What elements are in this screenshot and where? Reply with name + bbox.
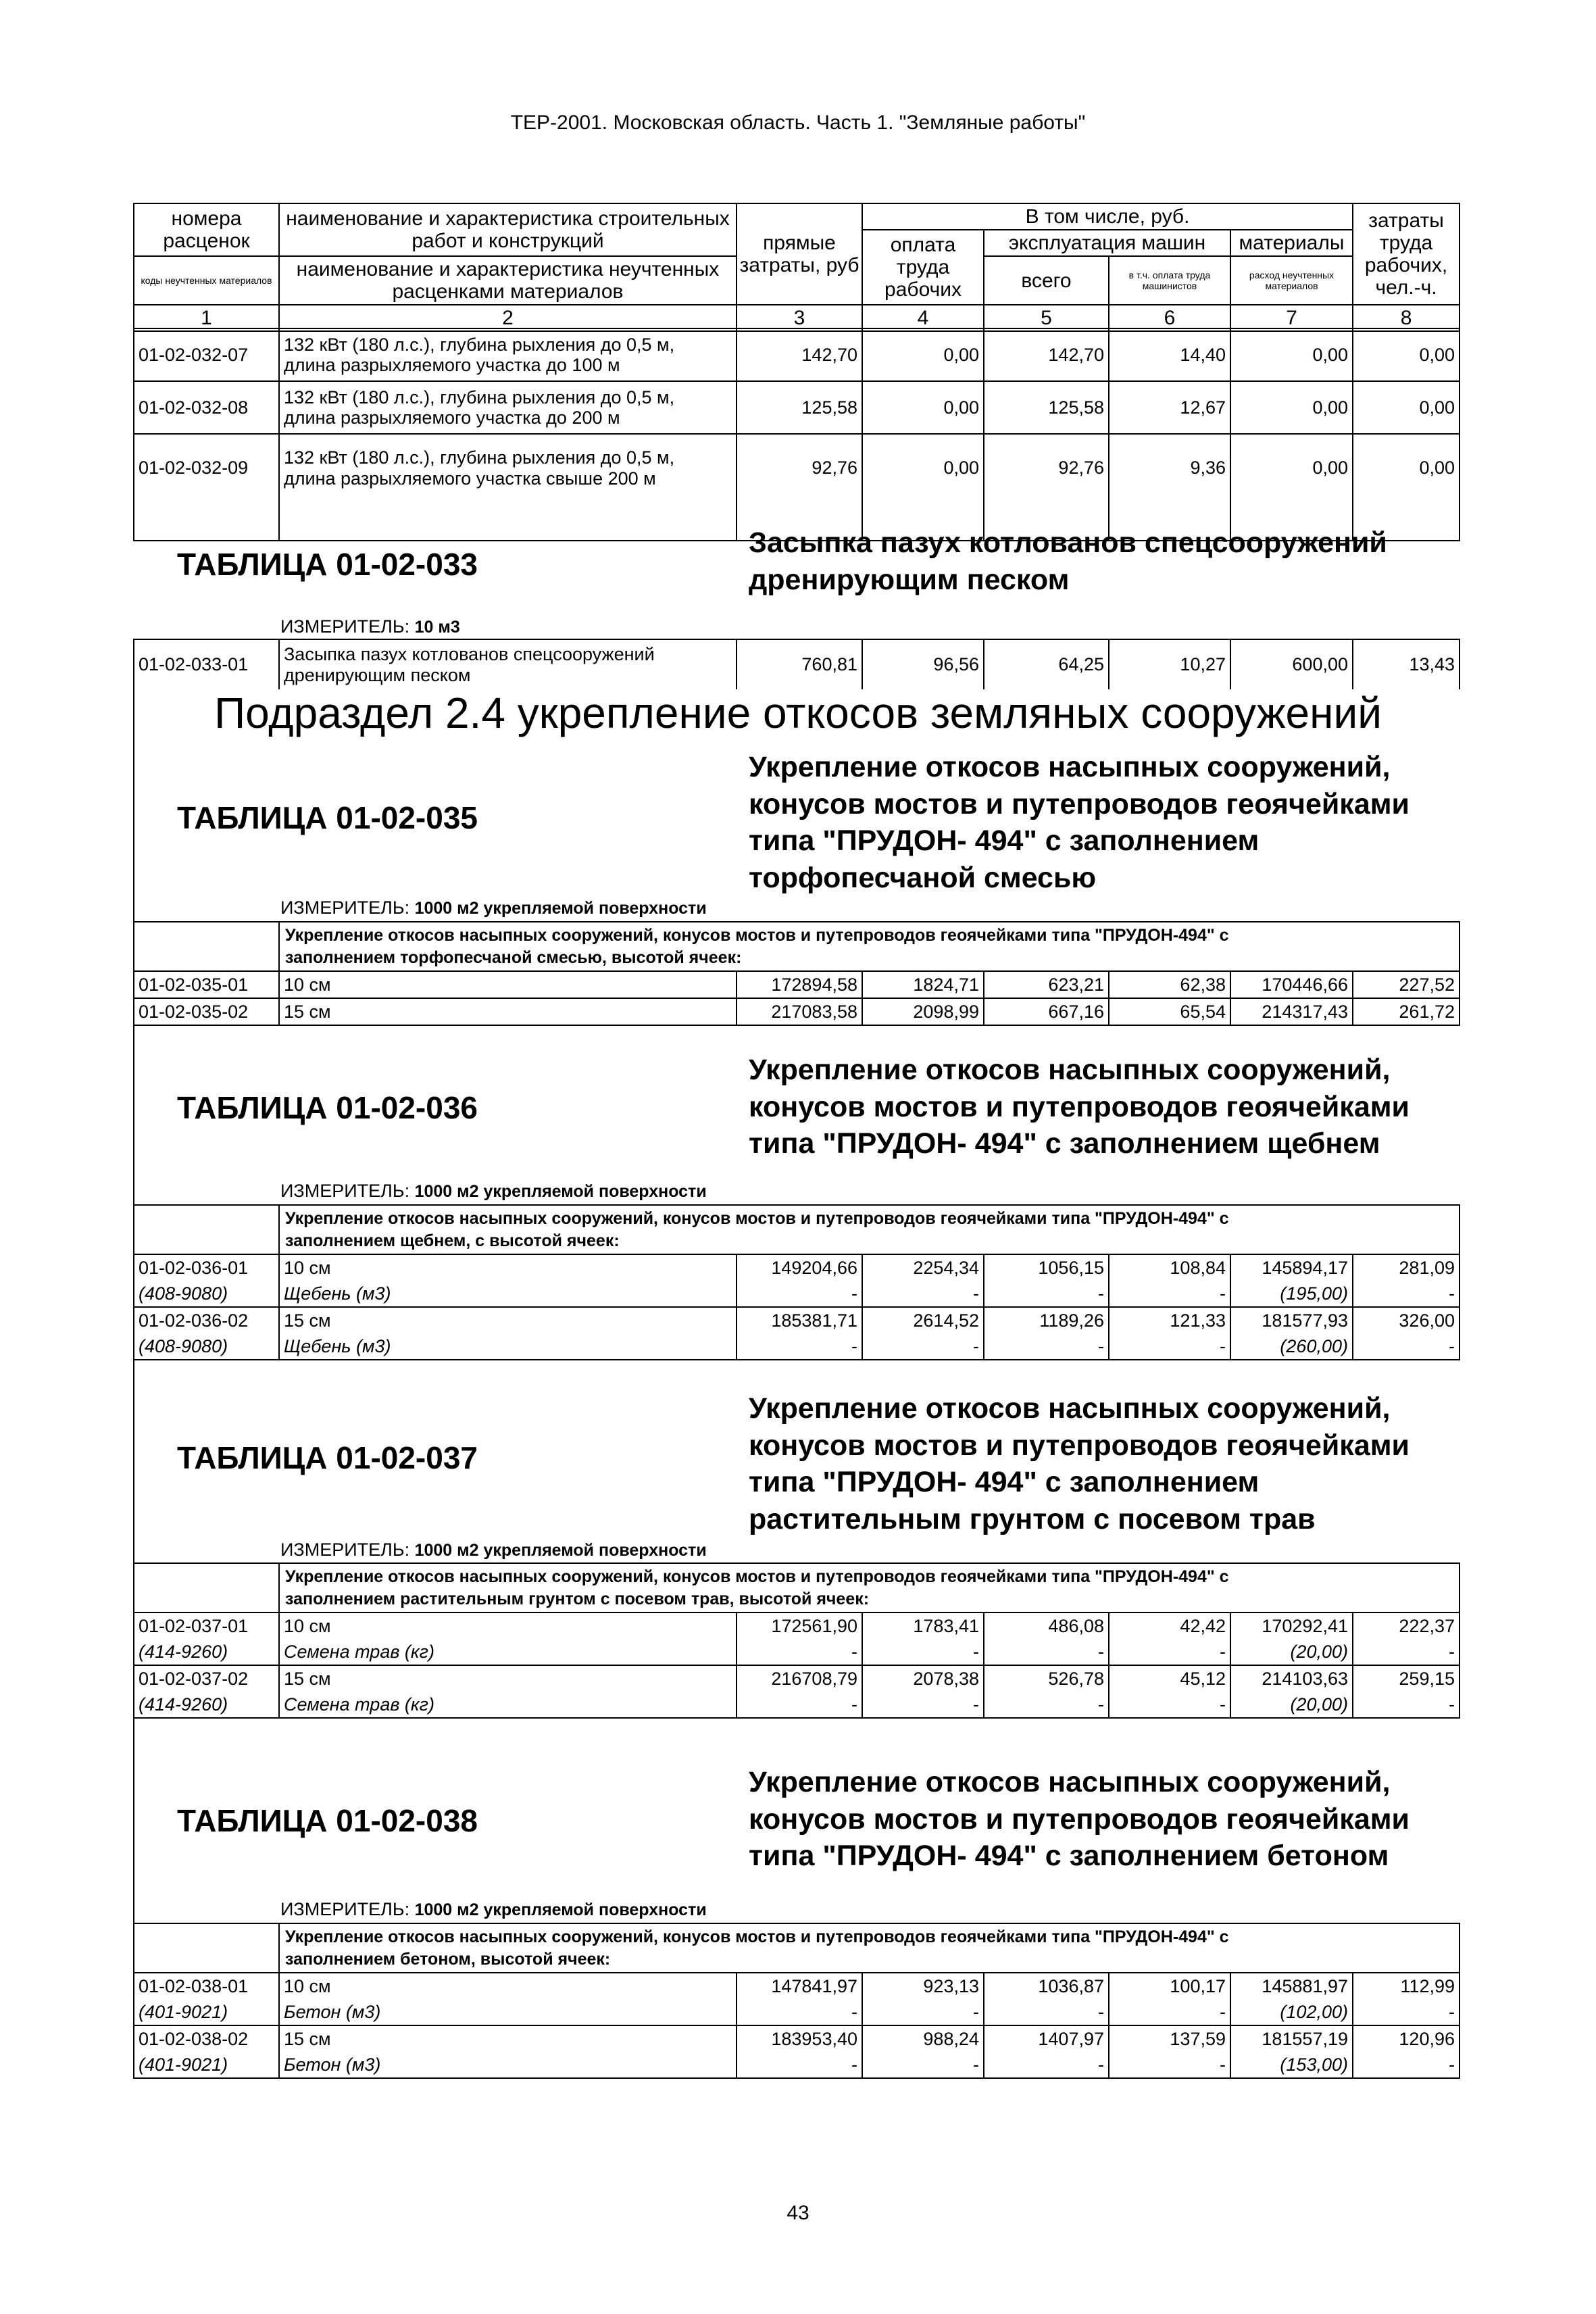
cell-value: -	[984, 1999, 1109, 2025]
cell-value: (102,00)	[1230, 1999, 1353, 2025]
cell-value: 214317,43	[1230, 998, 1353, 1025]
col-num: 3	[737, 305, 862, 331]
cell-value: 120,96	[1353, 2025, 1460, 2052]
material-code: (401-9021)	[134, 1999, 279, 2025]
cell-value: -	[862, 1281, 984, 1307]
cell-value: 9,36	[1109, 434, 1230, 501]
cell-value: 137,59	[1109, 2025, 1230, 2052]
cell-value: -	[737, 1999, 862, 2025]
table-description-row	[134, 1923, 1460, 1973]
row-name-line: дренирующим песком	[284, 664, 471, 685]
cell-value: 2078,38	[862, 1665, 984, 1692]
table-row	[134, 1665, 1460, 1692]
cell-value: 149204,66	[737, 1254, 862, 1281]
row-name: 10 см	[279, 971, 737, 998]
cell-value: 96,56	[862, 639, 984, 689]
header-name-top: наименование и характеристика строительных работ и конструкций	[279, 203, 737, 256]
caption-line: торфопесчаной смесью	[749, 861, 1097, 894]
material-row	[134, 1692, 1460, 1718]
cell-value: 0,00	[1353, 381, 1460, 434]
caption-line: Укрепление откосов насыпных сооружений,	[749, 1054, 1391, 1086]
meter-label: ИЗМЕРИТЕЛЬ:	[280, 1540, 410, 1560]
meter-value: 1000 м2 укрепляемой поверхности	[414, 899, 707, 918]
cell-value: 181577,93	[1230, 1307, 1353, 1333]
caption-line: Засыпка пазух котлованов спецсооружений	[749, 526, 1387, 559]
meter-label: ИЗМЕРИТЕЛЬ:	[280, 897, 410, 918]
page-header: ТЕР-2001. Московская область. Часть 1. "Земляные работы"	[510, 112, 1086, 134]
caption-line: конусов мостов и путепроводов геоячейками	[749, 1090, 1410, 1123]
cell-value: 125,58	[737, 381, 862, 434]
cell-value: 600,00	[1230, 639, 1353, 689]
header-machines-total: всего	[984, 256, 1109, 305]
row-code: 01-02-032-07	[134, 328, 279, 381]
cell-value: -	[1109, 2052, 1230, 2078]
cell-value: -	[984, 1639, 1109, 1665]
table-description-row	[134, 922, 1460, 971]
cell-value: 667,16	[984, 998, 1109, 1025]
material-code: (414-9260)	[134, 1692, 279, 1718]
cell-value: -	[1109, 1639, 1230, 1665]
cell-value: 1783,41	[862, 1613, 984, 1639]
description-line: Укрепление откосов насыпных сооружений, конусов мостов и путепроводов геоячейками типа "ПРУДОН-494" с	[285, 926, 1229, 945]
cell-value: 92,76	[984, 434, 1109, 501]
cell-value: -	[862, 1999, 984, 2025]
header-incl: В том числе, руб.	[862, 203, 1353, 230]
table-row	[134, 1254, 1460, 1281]
header-direct-costs: прямые затраты, руб	[737, 203, 862, 305]
cell-value: -	[1109, 1999, 1230, 2025]
cell-value: 10,27	[1109, 639, 1230, 689]
cell-value: 145894,17	[1230, 1254, 1353, 1281]
table-038-caption	[749, 1764, 1410, 1875]
caption-line: конусов мостов и путепроводов геоячейками	[749, 1429, 1410, 1462]
table-row	[134, 998, 1460, 1025]
table-row	[134, 639, 1460, 689]
top-rows-table	[133, 328, 1460, 541]
table-037-caption	[749, 1390, 1410, 1537]
row-code: 01-02-032-08	[134, 381, 279, 434]
desc-code-cell	[134, 1205, 279, 1254]
cell-value: 623,21	[984, 971, 1109, 998]
row-code: 01-02-033-01	[134, 639, 279, 689]
cell-value: 2098,99	[862, 998, 984, 1025]
cell-value: 326,00	[1353, 1307, 1460, 1333]
row-code: 01-02-035-02	[134, 998, 279, 1025]
cell-value: -	[1109, 1333, 1230, 1360]
cell-value: 0,00	[862, 328, 984, 381]
table-038-title: ТАБЛИЦА 01-02-038	[177, 1803, 478, 1838]
cell-value: 170292,41	[1230, 1613, 1353, 1639]
cell-value: 923,13	[862, 1973, 984, 1999]
header-materials: материалы	[1230, 230, 1353, 256]
cell-value: -	[737, 1333, 862, 1360]
table-036-title: ТАБЛИЦА 01-02-036	[177, 1090, 478, 1125]
cell-value: 108,84	[1109, 1254, 1230, 1281]
cell-value: 0,00	[1230, 328, 1353, 381]
row-name: 10 см	[279, 1613, 737, 1639]
row-name-line: 132 кВт (180 л.с.), глубина рыхления до 0,5 м,	[284, 387, 675, 408]
row-name	[279, 381, 737, 434]
description-line: Укрепление откосов насыпных сооружений, конусов мостов и путепроводов геоячейками типа "ПРУДОН-494" с	[285, 1927, 1229, 1946]
row-name-line: 132 кВт (180 л.с.), глубина рыхления до 0,5 м,	[284, 334, 675, 355]
header-machines: эксплуатация машин	[984, 230, 1230, 256]
row-code: 01-02-037-01	[134, 1613, 279, 1639]
cell-value: -	[984, 1692, 1109, 1718]
cell-value: 185381,71	[737, 1307, 862, 1333]
material-row	[134, 1999, 1460, 2025]
meter-label: ИЗМЕРИТЕЛЬ:	[280, 616, 410, 637]
cell-value: -	[862, 1639, 984, 1665]
cell-value: -	[1109, 1281, 1230, 1307]
row-name	[279, 328, 737, 381]
table-row	[134, 2025, 1460, 2052]
cell-value: 988,24	[862, 2025, 984, 2052]
cell-value: 147841,97	[737, 1973, 862, 1999]
description-line: Укрепление откосов насыпных сооружений, конусов мостов и путепроводов геоячейками типа "ПРУДОН-494" с	[285, 1567, 1229, 1586]
row-code: 01-02-038-02	[134, 2025, 279, 2052]
cell-value: 227,52	[1353, 971, 1460, 998]
table-row	[134, 1307, 1460, 1333]
caption-line: растительным грунтом с посевом трав	[749, 1502, 1316, 1535]
spacer-cell	[134, 501, 279, 541]
table-row	[134, 328, 1460, 381]
description-line: заполнением торфопесчаной смесью, высотой ячеек:	[285, 947, 742, 967]
header-labor-costs: затраты труда рабочих, чел.-ч.	[1353, 203, 1460, 305]
cell-value: 261,72	[1353, 998, 1460, 1025]
material-code: (414-9260)	[134, 1639, 279, 1665]
meter-value: 1000 м2 укрепляемой поверхности	[414, 1182, 707, 1201]
caption-line: Укрепление откосов насыпных сооружений,	[749, 1766, 1391, 1798]
table-035-meter	[280, 897, 707, 918]
header-name-bottom: наименование и характеристика неучтенных расценками материалов	[279, 256, 737, 305]
caption-line: типа "ПРУДОН- 494" с заполнением щебнем	[749, 1127, 1380, 1160]
table-033-caption	[749, 524, 1387, 598]
table-row	[134, 434, 1460, 501]
table-row	[134, 1613, 1460, 1639]
cell-value: (20,00)	[1230, 1639, 1353, 1665]
material-name: Семена трав (кг)	[279, 1639, 737, 1665]
cell-value: 2614,52	[862, 1307, 984, 1333]
page-number: 43	[787, 2202, 809, 2224]
cell-value: -	[984, 1333, 1109, 1360]
table-036	[133, 1204, 1460, 1360]
cell-value: 145881,97	[1230, 1973, 1353, 1999]
cell-value: -	[1353, 1333, 1460, 1360]
header-machines-incl: в т.ч. оплата труда машинистов	[1109, 256, 1230, 305]
caption-line: конусов мостов и путепроводов геоячейками	[749, 787, 1410, 820]
caption-line: типа "ПРУДОН- 494" с заполнением бетоном	[749, 1840, 1389, 1873]
row-code: 01-02-036-01	[134, 1254, 279, 1281]
cell-value: 0,00	[862, 381, 984, 434]
cell-value: 112,99	[1353, 1973, 1460, 1999]
row-code: 01-02-036-02	[134, 1307, 279, 1333]
cell-value: 170446,66	[1230, 971, 1353, 998]
row-code: 01-02-038-01	[134, 1973, 279, 1999]
meter-value: 1000 м2 укрепляемой поверхности	[414, 1900, 707, 1919]
col-num: 4	[862, 305, 984, 331]
meter-value: 1000 м2 укрепляемой поверхности	[414, 1541, 707, 1560]
cell-value: 760,81	[737, 639, 862, 689]
cell-value: (260,00)	[1230, 1333, 1353, 1360]
table-description	[279, 1205, 1460, 1254]
material-name: Щебень (м3)	[279, 1281, 737, 1307]
desc-code-cell	[134, 1923, 279, 1973]
caption-line: Укрепление откосов насыпных сооружений,	[749, 751, 1391, 783]
col-num: 8	[1353, 305, 1460, 331]
section-title: Подраздел 2.4 укрепление откосов земляных сооружений	[214, 689, 1382, 737]
cell-value: -	[1353, 1281, 1460, 1307]
cell-value: -	[984, 1281, 1109, 1307]
cell-value: 0,00	[1230, 381, 1353, 434]
row-code: 01-02-035-01	[134, 971, 279, 998]
table-035-caption	[749, 749, 1410, 896]
cell-value: 172561,90	[737, 1613, 862, 1639]
table-description	[279, 1923, 1460, 1973]
table-033-meter	[280, 616, 460, 637]
row-name-line: длина разрыхляемого участка свыше 200 м	[284, 468, 656, 489]
table-description	[279, 922, 1460, 971]
table-description	[279, 1563, 1460, 1613]
cell-value: -	[737, 2052, 862, 2078]
desc-code-cell	[134, 922, 279, 971]
cell-value: 65,54	[1109, 998, 1230, 1025]
cell-value: -	[737, 1639, 862, 1665]
row-name	[279, 434, 737, 501]
cell-value: 0,00	[1353, 434, 1460, 501]
material-code: (408-9080)	[134, 1333, 279, 1360]
table-description-row	[134, 1205, 1460, 1254]
table-row	[134, 971, 1460, 998]
cell-value: -	[862, 1333, 984, 1360]
cell-value: -	[862, 2052, 984, 2078]
table-row	[134, 1973, 1460, 1999]
cell-value: 100,17	[1109, 1973, 1230, 1999]
material-row	[134, 1639, 1460, 1665]
cell-value: -	[862, 1692, 984, 1718]
table-033	[133, 639, 1460, 689]
left-frame-line	[133, 689, 134, 2071]
cell-value: 222,37	[1353, 1613, 1460, 1639]
caption-line: дренирующим песком	[749, 563, 1070, 596]
cell-value: (20,00)	[1230, 1692, 1353, 1718]
material-row	[134, 2052, 1460, 2078]
table-033-title: ТАБЛИЦА 01-02-033	[177, 547, 478, 582]
header-codes-top: номера расценок	[134, 203, 279, 256]
cell-value: 526,78	[984, 1665, 1109, 1692]
table-036-meter	[280, 1181, 707, 1202]
cell-value: 259,15	[1353, 1665, 1460, 1692]
cell-value: 125,58	[984, 381, 1109, 434]
cell-value: 0,00	[862, 434, 984, 501]
cell-value: 92,76	[737, 434, 862, 501]
table-036-caption	[749, 1052, 1410, 1162]
col-num: 2	[279, 305, 737, 331]
row-name: 15 см	[279, 998, 737, 1025]
meter-label: ИЗМЕРИТЕЛЬ:	[280, 1899, 410, 1919]
caption-line: типа "ПРУДОН- 494" с заполнением	[749, 824, 1260, 858]
cell-value: 181557,19	[1230, 2025, 1353, 2052]
table-description-row	[134, 1563, 1460, 1613]
cell-value: -	[984, 2052, 1109, 2078]
table-038	[133, 1923, 1460, 2079]
desc-code-cell	[134, 1563, 279, 1613]
col-num: 6	[1109, 305, 1230, 331]
description-line: заполнением щебнем, с высотой ячеек:	[285, 1231, 620, 1250]
caption-line: типа "ПРУДОН- 494" с заполнением	[749, 1466, 1260, 1499]
cell-value: 14,40	[1109, 328, 1230, 381]
material-row	[134, 1333, 1460, 1360]
cell-value: 121,33	[1109, 1307, 1230, 1333]
cell-value: 486,08	[984, 1613, 1109, 1639]
cell-value: 183953,40	[737, 2025, 862, 2052]
header-materials-sub: расход неучтенных материалов	[1230, 256, 1353, 305]
row-name: 10 см	[279, 1973, 737, 1999]
cell-value: -	[1109, 1692, 1230, 1718]
header-labor-pay: оплата труда рабочих	[862, 230, 984, 305]
cell-value: 172894,58	[737, 971, 862, 998]
material-name: Щебень (м3)	[279, 1333, 737, 1360]
cell-value: 0,00	[1230, 434, 1353, 501]
cell-value: 216708,79	[737, 1665, 862, 1692]
cell-value: (153,00)	[1230, 2052, 1353, 2078]
table-035	[133, 921, 1460, 1026]
cell-value: 214103,63	[1230, 1665, 1353, 1692]
material-name: Бетон (м3)	[279, 2052, 737, 2078]
row-name: 10 см	[279, 1254, 737, 1281]
cell-value: -	[1353, 2052, 1460, 2078]
cell-value: 1056,15	[984, 1254, 1109, 1281]
table-row	[134, 381, 1460, 434]
meter-value: 10 м3	[414, 618, 460, 637]
col-num: 7	[1230, 305, 1353, 331]
cell-value: 281,09	[1353, 1254, 1460, 1281]
description-line: Укрепление откосов насыпных сооружений, конусов мостов и путепроводов геоячейками типа "ПРУДОН-494" с	[285, 1209, 1229, 1228]
cell-value: 42,42	[1109, 1613, 1230, 1639]
row-name-line: длина разрыхляемого участка до 100 м	[284, 355, 620, 375]
column-header-table	[133, 203, 1460, 332]
cell-value: 1824,71	[862, 971, 984, 998]
material-row	[134, 1281, 1460, 1307]
row-name: 15 см	[279, 1307, 737, 1333]
table-037-meter	[280, 1540, 707, 1560]
col-num: 5	[984, 305, 1109, 331]
row-name-line: 132 кВт (180 л.с.), глубина рыхления до 0,5 м,	[284, 447, 675, 468]
cell-value: -	[1353, 1999, 1460, 2025]
material-name: Бетон (м3)	[279, 1999, 737, 2025]
spacer-cell	[279, 501, 737, 541]
row-name	[279, 639, 737, 689]
table-035-title: ТАБЛИЦА 01-02-035	[177, 800, 478, 835]
material-name: Семена трав (кг)	[279, 1692, 737, 1718]
meter-label: ИЗМЕРИТЕЛЬ:	[280, 1181, 410, 1201]
row-code: 01-02-032-09	[134, 434, 279, 501]
cell-value: 2254,34	[862, 1254, 984, 1281]
table-037	[133, 1562, 1460, 1719]
cell-value: (195,00)	[1230, 1281, 1353, 1307]
description-line: заполнением растительным грунтом с посевом трав, высотой ячеек:	[285, 1589, 870, 1608]
header-codes-bottom: коды неучтенных материалов	[134, 256, 279, 305]
cell-value: 142,70	[984, 328, 1109, 381]
row-name: 15 см	[279, 2025, 737, 2052]
cell-value: 13,43	[1353, 639, 1460, 689]
cell-value: -	[737, 1281, 862, 1307]
cell-value: 142,70	[737, 328, 862, 381]
cell-value: 1036,87	[984, 1973, 1109, 1999]
cell-value: 217083,58	[737, 998, 862, 1025]
cell-value: -	[1353, 1692, 1460, 1718]
row-code: 01-02-037-02	[134, 1665, 279, 1692]
row-name-line: длина разрыхляемого участка до 200 м	[284, 408, 620, 428]
table-038-meter	[280, 1899, 707, 1920]
row-name-line: Засыпка пазух котлованов спецсооружений	[284, 644, 655, 665]
cell-value: 64,25	[984, 639, 1109, 689]
cell-value: 1189,26	[984, 1307, 1109, 1333]
cell-value: -	[737, 1692, 862, 1718]
description-line: заполнением бетоном, высотой ячеек:	[285, 1949, 611, 1969]
caption-line: конусов мостов и путепроводов геоячейками	[749, 1802, 1410, 1836]
cell-value: -	[1353, 1639, 1460, 1665]
cell-value: 45,12	[1109, 1665, 1230, 1692]
cell-value: 1407,97	[984, 2025, 1109, 2052]
table-037-title: ТАБЛИЦА 01-02-037	[177, 1440, 478, 1475]
caption-line: Укрепление откосов насыпных сооружений,	[749, 1392, 1391, 1425]
material-code: (401-9021)	[134, 2052, 279, 2078]
cell-value: 0,00	[1353, 328, 1460, 381]
material-code: (408-9080)	[134, 1281, 279, 1307]
col-num: 1	[134, 305, 279, 331]
row-name: 15 см	[279, 1665, 737, 1692]
cell-value: 62,38	[1109, 971, 1230, 998]
cell-value: 12,67	[1109, 381, 1230, 434]
